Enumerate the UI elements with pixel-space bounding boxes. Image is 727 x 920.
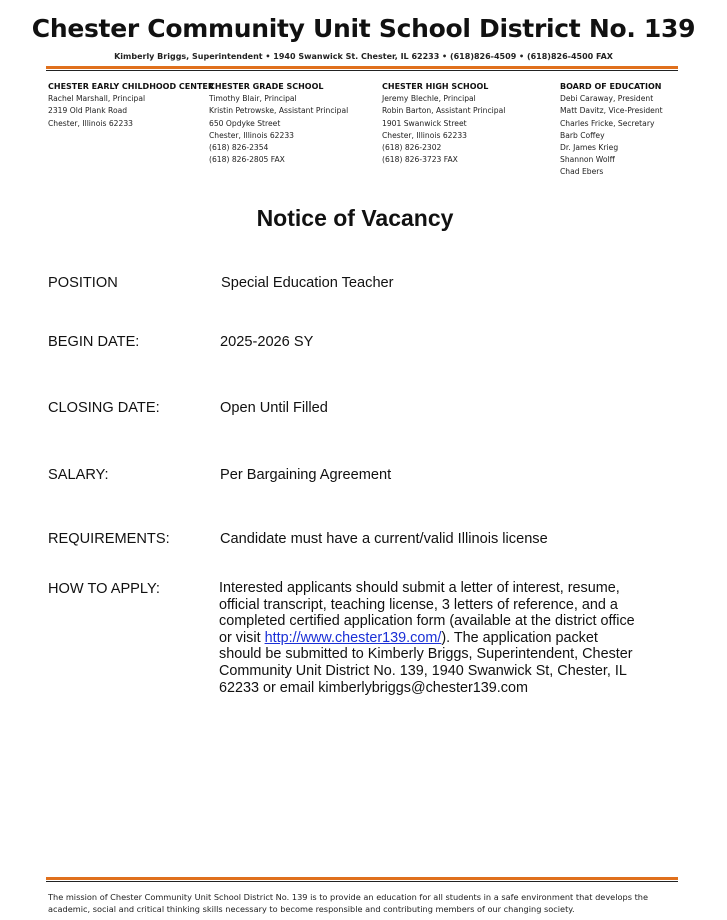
field-value-position: Special Education Teacher	[221, 275, 394, 291]
column-line: Barb Coffey	[560, 130, 605, 140]
header-black-rule	[46, 70, 678, 71]
field-value-how-to-apply	[219, 580, 639, 696]
field-label-how-to-apply: HOW TO APPLY:	[48, 581, 160, 597]
column-line: Chester, Illinois 62233	[209, 130, 295, 140]
notice-title: Notice of Vacancy	[256, 205, 454, 231]
column-line: Chester, Illinois 62233	[382, 130, 468, 140]
column-board-of-education	[560, 81, 663, 179]
apply-text-after: ). The application packet should be submitted to Kimberly Briggs, Superintendent, Chester Community Unit District No. 139, 1940 Swanwick St, Chester, IL 62233 or email kimberlybriggs@chester139.com	[219, 629, 633, 696]
field-value-requirements: Candidate must have a current/valid Illinois license	[220, 531, 548, 547]
column-line: Chester, Illinois 62233	[48, 118, 134, 128]
column-line: Timothy Blair, Principal	[209, 94, 297, 104]
column-heading: CHESTER EARLY CHILDHOOD CENTER	[48, 82, 215, 91]
column-line: (618) 826-2805 FAX	[209, 155, 285, 165]
column-line: (618) 826-2354	[209, 143, 269, 153]
column-line: Charles Fricke, Secretary	[560, 118, 655, 128]
mission-statement: The mission of Chester Community Unit School District No. 139 is to provide an education for all students in a safe environment that develops the academic, social and critical thinking skills necessary to become responsible and contributing members of our changing society.	[48, 892, 649, 915]
field-value-salary: Per Bargaining Agreement	[220, 467, 392, 483]
district-website-link[interactable]: http://www.chester139.com/	[264, 629, 442, 646]
district-title: Chester Community Unit School District No. 139	[31, 14, 696, 43]
column-line: (618) 826-3723 FAX	[382, 155, 458, 165]
column-line: Shannon Wolff	[560, 155, 615, 165]
footer-orange-rule	[46, 877, 678, 880]
column-heading: CHESTER HIGH SCHOOL	[382, 82, 489, 91]
column-line: (618) 826-2302	[382, 143, 442, 153]
field-label-position: POSITION	[48, 275, 118, 291]
column-high-school	[382, 81, 505, 166]
column-line: Matt Davitz, Vice-President	[560, 106, 663, 116]
column-line: Robin Barton, Assistant Principal	[382, 106, 506, 116]
apply-text-before: Interested applicants should submit a letter of interest, resume, official transcript, teaching license, 3 letters of reference, and a completed certified application form (available at the district office or visit	[219, 580, 635, 646]
column-line: 650 Opdyke Street	[209, 118, 281, 128]
field-value-closing-date: Open Until Filled	[220, 400, 328, 416]
superintendent-contact-line: Kimberly Briggs, Superintendent • 1940 Swanwick St. Chester, IL 62233 • (618)826-4509 • (618)826-4500 FAX	[114, 52, 613, 61]
column-line: 1901 Swanwick Street	[382, 118, 467, 128]
field-label-closing-date: CLOSING DATE:	[48, 400, 160, 416]
footer-black-rule	[46, 881, 678, 882]
column-heading: BOARD OF EDUCATION	[560, 82, 662, 91]
field-label-requirements: REQUIREMENTS:	[48, 531, 170, 547]
column-line: Debi Caraway, President	[560, 94, 654, 104]
column-line: 2319 Old Plank Road	[48, 106, 128, 116]
column-early-childhood	[48, 81, 214, 130]
header-orange-rule	[46, 66, 678, 69]
field-value-begin-date: 2025-2026 SY	[220, 334, 314, 350]
column-line: Kristin Petrowske, Assistant Principal	[209, 106, 349, 116]
column-line: Rachel Marshall, Principal	[48, 94, 146, 104]
column-line: Jeremy Blechle, Principal	[382, 94, 476, 104]
field-label-salary: SALARY:	[48, 467, 109, 483]
field-label-begin-date: BEGIN DATE:	[48, 334, 140, 350]
column-line: Chad Ebers	[560, 167, 604, 177]
column-heading: CHESTER GRADE SCHOOL	[209, 82, 324, 91]
column-line: Dr. James Krieg	[560, 143, 619, 153]
column-grade-school	[209, 81, 348, 166]
